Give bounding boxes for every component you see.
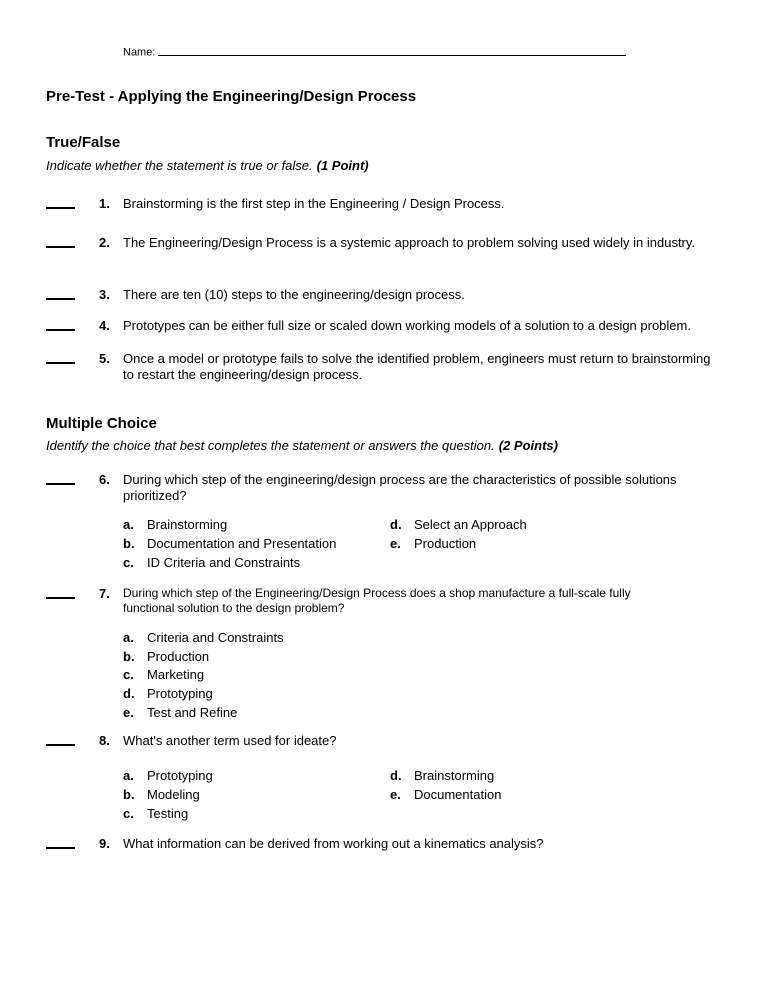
question-6: [46, 472, 720, 573]
choices-column: [123, 516, 390, 573]
choice-text: Prototyping: [147, 768, 213, 784]
instructions-text: Identify the choice that best completes the statement or answers the question.: [46, 438, 495, 454]
answer-blank: [46, 586, 75, 599]
choice-text: Criteria and Constraints: [147, 629, 284, 645]
name-row: [123, 44, 720, 60]
choice-letter: e.: [390, 535, 401, 551]
question-5: [46, 351, 720, 384]
question-number: 4.: [99, 317, 110, 333]
question-text: During which step of the engineering/design process are the characteristics of possible solutions prioritized?: [123, 471, 677, 503]
choice-letter: b.: [123, 787, 135, 803]
choice: [123, 704, 284, 723]
choice: [123, 629, 284, 648]
choice-text: Test and Refine: [147, 705, 238, 721]
choice-text: Brainstorming: [414, 768, 495, 784]
question-9: [46, 836, 720, 852]
question-number: 8.: [99, 732, 110, 748]
choice-letter: e.: [390, 787, 401, 803]
answer-choices: [123, 629, 720, 723]
choice-letter: d.: [390, 768, 402, 784]
question-7: [46, 586, 720, 723]
choices-column: [390, 767, 501, 824]
question-3: [46, 287, 720, 303]
question-text: Brainstorming is the first step in the Engineering / Design Process.: [123, 196, 505, 211]
answer-choices: [123, 516, 720, 573]
choice-letter: c.: [123, 667, 134, 683]
choice-letter: a.: [123, 517, 134, 532]
question-1: [46, 196, 720, 212]
choice: [390, 535, 527, 554]
question-number: 6.: [99, 471, 110, 487]
choice: [390, 786, 501, 805]
answer-blank: [46, 351, 75, 364]
instructions-text: Indicate whether the statement is true or false.: [46, 157, 313, 173]
answer-blank: [46, 196, 75, 209]
choices-column: [123, 767, 390, 824]
choice-text: Select an Approach: [414, 517, 527, 532]
choice: [123, 648, 284, 667]
question-text: Once a model or prototype fails to solve the identified problem, engineers must return to brainstorming to restart the engineering/design process.: [123, 351, 711, 383]
points-label: (1 Point): [316, 157, 369, 173]
question-4: [46, 318, 720, 334]
answer-blank: [46, 733, 75, 746]
choice-text: Brainstorming: [147, 517, 228, 532]
choice: [123, 767, 390, 786]
choice: [123, 535, 390, 554]
question-number: 5.: [99, 351, 110, 366]
true-false-instructions: [46, 158, 720, 174]
multiple-choice-instructions: [46, 438, 720, 454]
question-text: During which step of the Engineering/Design Process does a shop manufacture a full-scale fully functional solution to the design problem?: [123, 585, 631, 616]
choice: [123, 685, 284, 704]
choice-letter: d.: [390, 517, 402, 532]
choice-text: Marketing: [147, 667, 205, 683]
choice-letter: c.: [123, 805, 134, 821]
choices-column: [123, 629, 284, 723]
choice: [390, 516, 527, 535]
question-number: 7.: [99, 585, 110, 601]
choice-letter: b.: [123, 535, 135, 551]
choice-letter: a.: [123, 629, 134, 645]
section-heading-multiple-choice: Multiple Choice: [46, 414, 157, 432]
choice-text: Documentation and Presentation: [147, 535, 337, 551]
choice: [123, 805, 390, 824]
choice-text: Modeling: [147, 787, 200, 803]
choice-text: Production: [147, 648, 210, 664]
question-8: [46, 733, 720, 824]
question-text: There are ten (10) steps to the engineering/design process.: [123, 286, 465, 302]
points-label: (2 Points): [498, 438, 558, 454]
name-label: Name:: [123, 46, 156, 59]
choices-column: [390, 516, 527, 573]
choice: [123, 786, 390, 805]
choice-letter: c.: [123, 554, 134, 570]
choice: [123, 516, 390, 535]
choice-text: Prototyping: [147, 686, 213, 702]
answer-blank: [46, 287, 75, 300]
choice: [390, 767, 501, 786]
choice-letter: d.: [123, 686, 135, 702]
question-number: 9.: [99, 835, 110, 851]
question-number: 1.: [99, 196, 110, 211]
question-number: 3.: [99, 286, 110, 302]
question-text: Prototypes can be either full size or scaled down working models of a solution to a design problem.: [123, 317, 691, 333]
choice-letter: b.: [123, 648, 135, 664]
choice: [123, 666, 284, 685]
question-2: [46, 235, 720, 251]
document-title: Pre-Test - Applying the Engineering/Design Process: [46, 88, 417, 106]
answer-choices: [123, 767, 720, 824]
name-fill-line: [158, 44, 626, 56]
choice-text: Documentation: [414, 787, 502, 803]
question-text: What's another term used for ideate?: [123, 732, 337, 748]
choice-letter: e.: [123, 705, 134, 721]
choice-letter: a.: [123, 768, 134, 784]
choice-text: Testing: [147, 805, 189, 821]
answer-blank: [46, 472, 75, 485]
choice-text: ID Criteria and Constraints: [147, 554, 301, 570]
question-number: 2.: [99, 235, 110, 251]
answer-blank: [46, 318, 75, 331]
answer-blank: [46, 836, 75, 849]
section-heading-true-false: True/False: [46, 134, 121, 151]
question-text: The Engineering/Design Process is a systemic approach to problem solving used widely in industry.: [123, 235, 696, 251]
choice-text: Production: [414, 535, 477, 551]
question-text: What information can be derived from working out a kinematics analysis?: [123, 835, 544, 851]
choice: [123, 554, 390, 573]
answer-blank: [46, 235, 75, 248]
